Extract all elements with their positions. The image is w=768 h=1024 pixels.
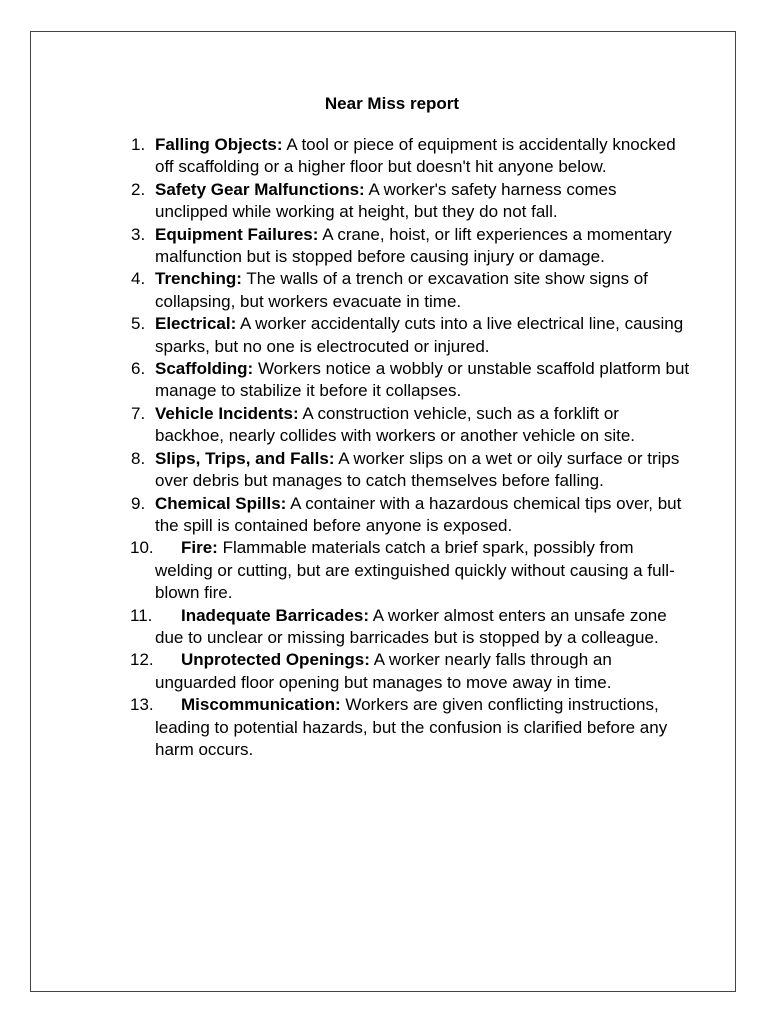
item-text: A construction vehicle, such as a forklift or backhoe, nearly collides with workers or another vehicle on site. bbox=[155, 403, 636, 446]
item-number: 13. bbox=[130, 695, 154, 715]
item-number: 1. bbox=[131, 135, 146, 154]
item-text: The walls of a trench or excavation site show signs of collapsing, but workers evacuate in time. bbox=[155, 269, 648, 311]
item-term: Unprotected Openings: bbox=[181, 650, 370, 670]
list-item bbox=[131, 448, 691, 493]
item-number: 5. bbox=[131, 314, 146, 334]
item-number: 6. bbox=[131, 359, 146, 379]
item-text: Workers are given conflicting instructions, leading to potential hazards, but the confusion is clarified before any harm occurs. bbox=[155, 695, 668, 759]
item-text: A worker accidentally cuts into a live electrical line, causing sparks, but no one is electrocuted or injured. bbox=[155, 314, 684, 356]
item-text: A tool or piece of equipment is accidentally knocked off scaffolding or a higher floor but doesn't hit anyone below. bbox=[155, 135, 676, 177]
item-text: A worker slips on a wet or oily surface or trips over debris but manages to catch themselves before falling. bbox=[155, 448, 680, 491]
item-text: A worker's safety harness comes unclipped while working at height, but they do not fall. bbox=[155, 179, 617, 222]
list-item bbox=[131, 537, 691, 604]
item-number: 3. bbox=[131, 224, 146, 244]
item-term: Fire: bbox=[181, 538, 218, 558]
page-title-text: Near Miss report bbox=[324, 94, 460, 113]
item-text: A worker nearly falls through an unguarded floor opening but manages to move away in time. bbox=[155, 650, 612, 692]
item-text: Flammable materials catch a brief spark, possibly from welding or cutting, but are extinguished quickly without causing a full-blown fire. bbox=[155, 538, 675, 603]
item-term: Equipment Failures: bbox=[155, 224, 319, 244]
item-term: Safety Gear Malfunctions: bbox=[155, 179, 365, 199]
item-text: A worker almost enters an unsafe zone due to unclear or missing barricades but is stopped by a colleague. bbox=[155, 605, 667, 647]
list-item bbox=[131, 134, 691, 179]
item-term: Scaffolding: bbox=[155, 359, 254, 379]
item-number: 4. bbox=[131, 269, 146, 289]
item-term: Slips, Trips, and Falls: bbox=[155, 448, 335, 468]
list-item bbox=[131, 179, 691, 224]
item-number: 2. bbox=[131, 179, 146, 199]
list-item bbox=[131, 694, 691, 761]
list-item bbox=[131, 403, 691, 448]
item-text: A container with a hazardous chemical tips over, but the spill is contained before anyone is exposed. bbox=[155, 493, 682, 535]
item-term: Inadequate Barricades: bbox=[181, 605, 370, 625]
item-number: 7. bbox=[131, 403, 146, 423]
item-term: Electrical: bbox=[155, 314, 237, 334]
item-number: 8. bbox=[131, 448, 146, 468]
list-item bbox=[131, 268, 691, 313]
list-item bbox=[131, 605, 691, 650]
list-item bbox=[131, 313, 691, 358]
item-number: 9. bbox=[131, 493, 146, 513]
item-term: Vehicle Incidents: bbox=[155, 403, 299, 423]
document-page bbox=[30, 31, 736, 992]
item-term: Falling Objects: bbox=[155, 135, 283, 154]
list-item bbox=[131, 224, 691, 269]
item-term: Chemical Spills: bbox=[155, 493, 287, 513]
item-text: A crane, hoist, or lift experiences a momentary malfunction but is stopped before causing injury or damage. bbox=[155, 224, 672, 267]
list-item bbox=[131, 493, 691, 538]
list-item bbox=[131, 649, 691, 694]
list-item bbox=[131, 358, 691, 403]
item-text: Workers notice a wobbly or unstable scaffold platform but manage to stabilize it before it collapses. bbox=[155, 359, 690, 401]
item-term: Trenching: bbox=[155, 269, 242, 289]
page-title bbox=[31, 94, 737, 114]
near-miss-list bbox=[131, 134, 691, 761]
item-number: 12. bbox=[130, 650, 154, 670]
item-number: 10. bbox=[130, 538, 154, 558]
item-number: 11. bbox=[130, 605, 153, 625]
item-term: Miscommunication: bbox=[181, 695, 341, 715]
